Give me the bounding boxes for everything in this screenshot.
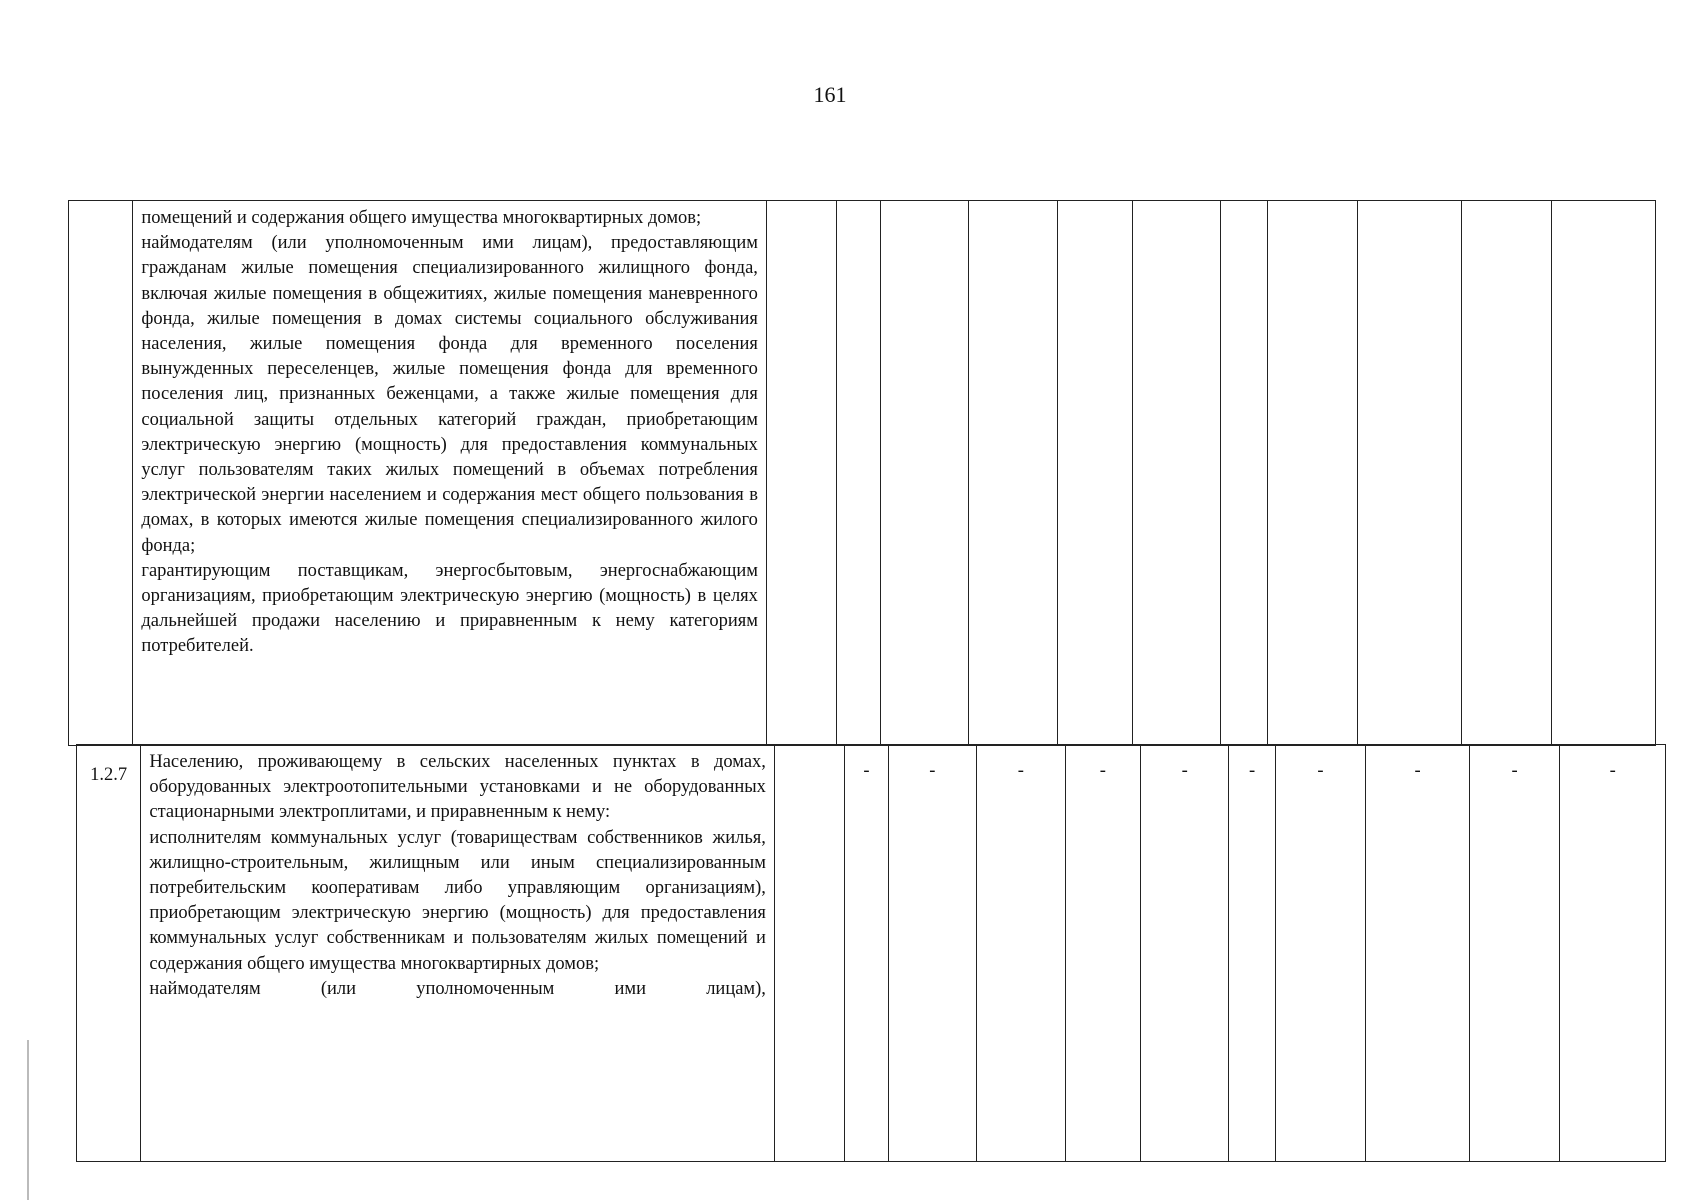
value-cell	[766, 201, 836, 746]
value-cell: -	[845, 745, 888, 1162]
row-description-cell	[141, 745, 775, 1162]
value-cell	[969, 201, 1058, 746]
table-row	[69, 201, 1656, 746]
row-paragraph: исполнителям коммунальных услуг (товариществам собственников жилья, жилищно-строительным, жилищным или иным специализированным потребительским кооперативам либо управляющим организациям), приобретающим электрическую энергию (мощность) для предоставления коммунальных услуг собственникам и пользователям жилых помещений и содержания общего имущества многоквартирных домов;	[149, 827, 766, 974]
row-paragraph: наймодателям (или уполномоченным ими лицам), предоставляющим гражданам жилые помещения специализированного жилищного фонда, включая жилые помещения в общежитиях, жилые помещения маневренного фонда, жилые помещения в домах системы социального обслуживания населения, жилые помещения фонда для временного поселения вынужденных переселенцев, жилые помещения фонда для временного поселения лиц, признанных беженцами, а также жилые помещения для социальной защиты отдельных категорий граждан, приобретающим электрическую энергию (мощность) для предоставления коммунальных услуг пользователям таких жилых помещений в объемах потребления электрической энергии населением и содержания мест общего пользования в домах, в которых имеются жилые помещения специализированного жилого фонда;	[141, 233, 758, 556]
page-number: 161	[813, 82, 847, 107]
row-paragraph: наймодателям (или уполномоченным ими лицам),	[149, 978, 766, 999]
row-number-cell: 1.2.7	[77, 745, 141, 1162]
row-paragraph: Населению, проживающему в сельских населенных пунктах в домах, оборудованных электроотопительными установками и не оборудованных стационарными электроплитами, и приравненным к нему:	[149, 752, 766, 823]
value-cell	[880, 201, 969, 746]
value-cell: -	[1366, 745, 1470, 1162]
tariff-table-row-1-2-7	[76, 744, 1666, 1162]
table-block-continuation	[68, 200, 1656, 746]
value-cell	[1221, 201, 1267, 746]
value-cell	[837, 201, 880, 746]
value-cell	[1057, 201, 1132, 746]
value-cell	[1358, 201, 1462, 746]
row-paragraph: помещений и содержания общего имущества многоквартирных домов;	[141, 208, 702, 228]
value-cell: -	[888, 745, 977, 1162]
value-cell: -	[1065, 745, 1140, 1162]
table-row	[77, 745, 1666, 1162]
value-cell: -	[1229, 745, 1275, 1162]
value-cell: -	[1275, 745, 1366, 1162]
value-cell	[774, 745, 844, 1162]
row-description-cell	[133, 201, 767, 746]
value-cell: -	[977, 745, 1066, 1162]
row-paragraph: гарантирующим поставщикам, энергосбытовым, энергоснабжающим организациям, приобретающим электрическую энергию (мощность) в целях дальнейшей продажи населению и приравненным к нему категориям потребителей.	[141, 560, 758, 657]
row-number-cell	[69, 201, 133, 746]
value-cell: -	[1560, 745, 1666, 1162]
value-cell: -	[1469, 745, 1560, 1162]
value-cell	[1461, 201, 1552, 746]
value-cell	[1552, 201, 1656, 746]
tariff-table-continuation	[68, 200, 1656, 746]
scan-margin-line	[27, 1040, 29, 1200]
value-cell	[1267, 201, 1358, 746]
value-cell: -	[1140, 745, 1229, 1162]
value-cell	[1132, 201, 1221, 746]
table-block-row-1-2-7	[76, 744, 1666, 1162]
